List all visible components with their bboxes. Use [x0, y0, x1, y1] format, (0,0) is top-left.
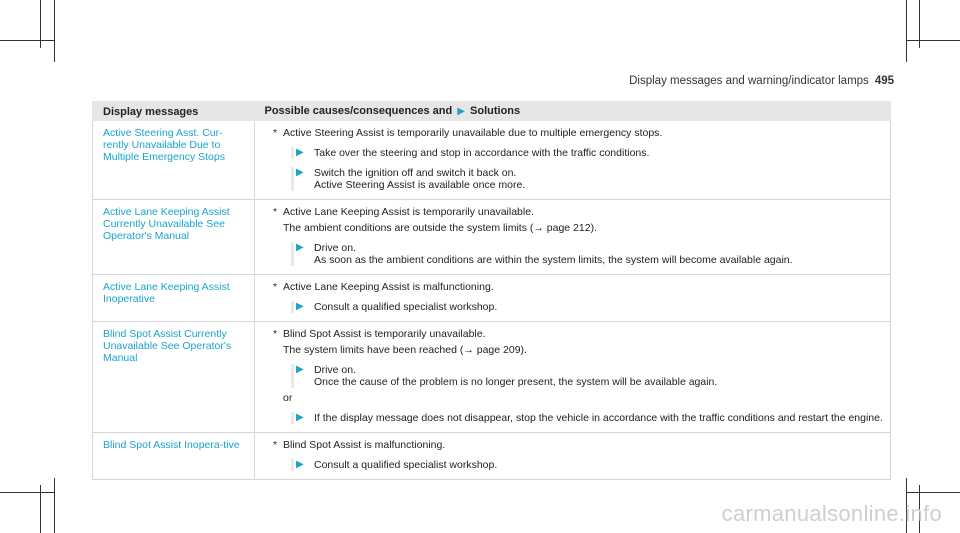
solution-step: [291, 167, 884, 191]
cause-text: * Blind Spot Assist is malfunctioning.: [273, 439, 884, 451]
table-row: [93, 275, 891, 322]
crop-mark: [906, 0, 907, 62]
page-number: 495: [874, 75, 894, 87]
arrow-right-icon: ▶: [296, 147, 304, 158]
table-row: [93, 200, 891, 275]
display-message: Blind Spot Assist Inopera-tive: [93, 433, 255, 480]
col-header-causes-label: Possible causes/consequences and: [264, 105, 453, 117]
causes-solutions-cell: [255, 200, 891, 275]
solution-step: [291, 459, 884, 471]
solution-step: [291, 147, 884, 159]
step-text: If the display message does not disappear, stop the vehicle in accordance with the traffic conditions and restart the engine.: [314, 412, 883, 424]
solution-step: [291, 242, 884, 266]
col-header-solutions-label: Solutions: [470, 105, 521, 117]
causes-solutions-cell: [255, 433, 891, 480]
arrow-right-icon: ▶: [457, 106, 465, 117]
table-row: [93, 121, 891, 200]
crop-mark: [54, 0, 55, 62]
crop-mark: [54, 478, 55, 533]
step-text: Take over the steering and stop in accordance with the traffic conditions.: [314, 147, 650, 159]
table-row: [93, 433, 891, 480]
causes-solutions-cell: [255, 275, 891, 322]
section-title: Display messages and warning/indicator lamps: [629, 75, 869, 87]
crop-mark: [906, 40, 960, 41]
display-message: Active Lane Keeping Assist Currently Unavailable See Operator's Manual: [93, 200, 255, 275]
arrow-right-icon: ▶: [296, 459, 304, 470]
cause-text: * Active Steering Assist is temporarily unavailable due to multiple emergency stops.: [273, 127, 884, 139]
step-text: Consult a qualified specialist workshop.: [314, 459, 498, 471]
col-header-causes-solutions: [255, 101, 891, 121]
col-header-display-messages: Display messages: [93, 101, 255, 121]
step-text: Consult a qualified specialist workshop.: [314, 301, 498, 313]
arrow-right-icon: ▶: [296, 301, 304, 312]
crop-mark: [906, 492, 960, 493]
causes-solutions-cell: [255, 121, 891, 200]
step-text: Switch the ignition off and switch it back on.: [314, 167, 517, 179]
cause-text: * Blind Spot Assist is temporarily unavailable.: [273, 328, 884, 340]
step-result-text: Active Steering Assist is available once more.: [314, 179, 526, 191]
solution-step: [291, 301, 884, 313]
or-separator: or: [283, 392, 293, 404]
display-messages-table: [92, 101, 891, 480]
cause-detail-text: The ambient conditions are outside the system limits (→ page 212).: [283, 222, 597, 234]
step-text: Drive on.: [314, 364, 357, 376]
table-row: [93, 322, 891, 433]
arrow-right-icon: ▶: [296, 167, 304, 178]
display-message: Blind Spot Assist Currently Unavailable See Operator's Manual: [93, 322, 255, 433]
display-message: Active Steering Asst. Cur-rently Unavailable Due to Multiple Emergency Stops: [93, 121, 255, 200]
crop-mark: [0, 492, 54, 493]
cause-detail-text: The system limits have been reached (→ page 209).: [283, 344, 527, 356]
page-header: [629, 75, 894, 87]
step-result-text: As soon as the ambient conditions are within the system limits, the system will become available again.: [314, 254, 793, 266]
arrow-right-icon: ▶: [296, 242, 304, 253]
solution-step: [291, 412, 884, 424]
step-text: Drive on.: [314, 242, 357, 254]
arrow-right-icon: ▶: [296, 364, 304, 375]
display-message: Active Lane Keeping Assist Inoperative: [93, 275, 255, 322]
arrow-right-icon: ▶: [296, 412, 304, 423]
solution-step: [291, 364, 884, 388]
cause-text: * Active Lane Keeping Assist is temporarily unavailable.: [273, 206, 884, 218]
watermark: carmanualsonline.info: [721, 501, 942, 526]
cause-text: * Active Lane Keeping Assist is malfunctioning.: [273, 281, 884, 293]
step-result-text: Once the cause of the problem is no longer present, the system will be available again.: [314, 376, 718, 388]
crop-mark: [0, 40, 54, 41]
causes-solutions-cell: [255, 322, 891, 433]
table-header-row: [93, 101, 891, 121]
